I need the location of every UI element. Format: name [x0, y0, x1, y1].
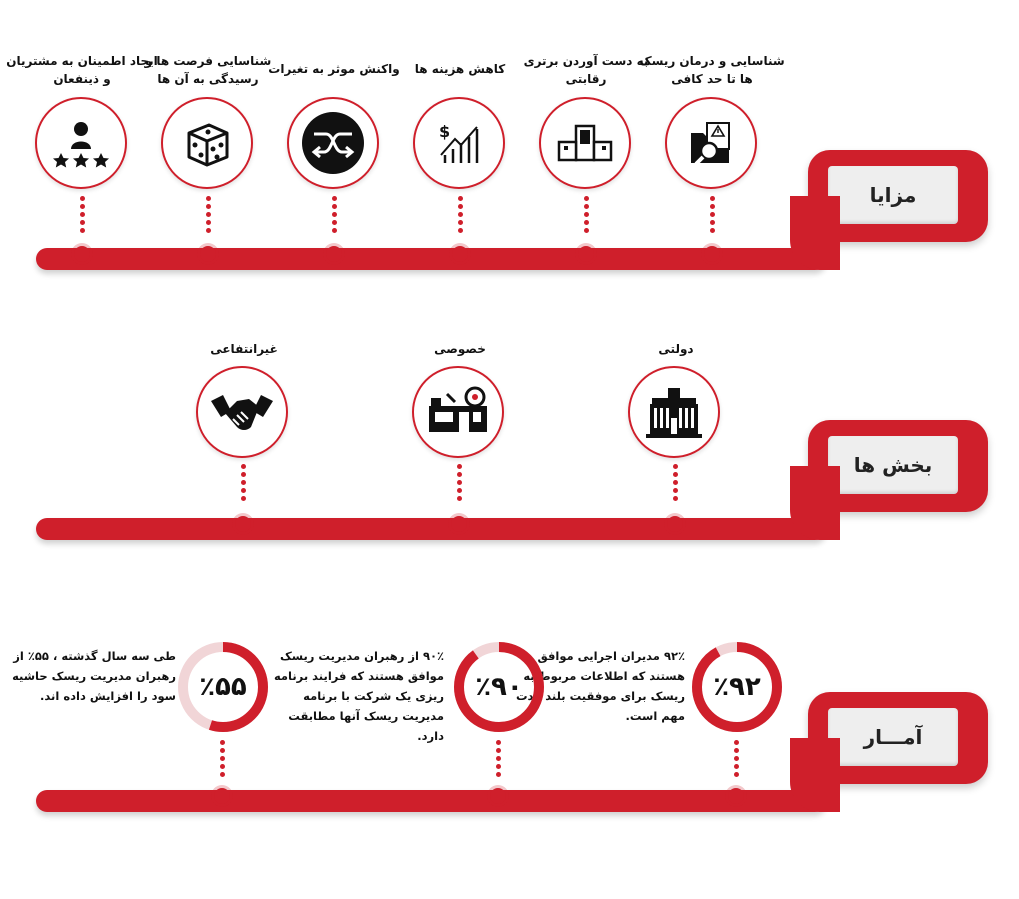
- benefit-icon-circle: [665, 97, 757, 189]
- customer-rating-icon: [51, 115, 111, 171]
- exchange-arrows-icon: [300, 110, 366, 176]
- stat-ring: [176, 640, 270, 734]
- benefit-title: کاهش هزینه ها: [414, 62, 506, 76]
- sector-icon-circle: [196, 366, 288, 458]
- timeline-node: [667, 516, 683, 532]
- timeline-node: [451, 516, 467, 532]
- stats-label: آمـــار: [828, 708, 958, 766]
- benefit-title: به دست آوردن برتری رقابتی: [523, 54, 649, 86]
- benefit-icon-circle: [161, 97, 253, 189]
- benefits-section: [0, 0, 1019, 290]
- sector-title: غیرانتفاعی: [210, 342, 278, 356]
- stats-section: [0, 620, 1019, 830]
- stat-text: ۹۲٪ مدیران اجرایی موافق هستند که اطلاعات مربوط به ریسک برای موفقیت بلند مدت مهم است.: [515, 649, 685, 723]
- timeline-node: [728, 788, 744, 804]
- government-building-icon: [644, 384, 704, 440]
- benefit-icon-circle: [413, 97, 505, 189]
- dice-icon: [179, 115, 235, 171]
- benefit-title: شناسایی و درمان ریسک ها تا حد کافی: [639, 54, 785, 86]
- timeline-node: [578, 246, 594, 262]
- factory-icon: [425, 384, 491, 440]
- timeline-node: [214, 788, 230, 804]
- stat-value: ٪۵۵: [199, 672, 247, 702]
- benefit-icon-circle: [539, 97, 631, 189]
- sector-title: دولتی: [658, 342, 694, 356]
- benefit-title: شناسایی فرصت ها و رسیدگی به آن ها: [144, 54, 272, 86]
- stat-ring: [690, 640, 784, 734]
- timeline-node: [235, 516, 251, 532]
- svg-text:$: $: [439, 122, 451, 141]
- stat-ring: [452, 640, 546, 734]
- timeline-node: [490, 788, 506, 804]
- stat-text: طی سه سال گذشته ، ۵۵٪ از رهبران مدیریت ریسک حاشیه سود را افزایش داده اند.: [12, 649, 176, 703]
- podium-icon: [555, 118, 615, 168]
- sector-icon-circle: [412, 366, 504, 458]
- handshake-icon: [209, 387, 275, 437]
- timeline-node: [452, 246, 468, 262]
- timeline-node: [74, 246, 90, 262]
- benefit-title: واکنش موثر به تغیرات: [268, 62, 400, 76]
- risk-document-search-icon: [683, 115, 739, 171]
- sector-icon-circle: [628, 366, 720, 458]
- benefit-icon-circle: [35, 97, 127, 189]
- sectors-section: [0, 330, 1019, 560]
- sector-title: خصوصی: [434, 342, 486, 356]
- cost-reduction-chart-icon: [431, 115, 487, 171]
- benefits-label: مزایا: [828, 166, 958, 224]
- timeline-node: [326, 246, 342, 262]
- stat-value: ٪۹۲: [713, 672, 761, 702]
- stat-value: ٪۹۰: [475, 672, 523, 702]
- timeline-node: [704, 246, 720, 262]
- stat-text: ۹۰٪ از رهبران مدیریت ریسک موافق هستند که فرایند برنامه ریزی یک شرکت با برنامه مدیریت ریسک آنها مطابقت دارد.: [273, 649, 444, 743]
- sectors-label: بخش ها: [828, 436, 958, 494]
- benefit-title: ایجاد اطمینان به مشتریان و ذینفعان: [6, 54, 158, 86]
- benefit-icon-circle: [287, 97, 379, 189]
- timeline-node: [200, 246, 216, 262]
